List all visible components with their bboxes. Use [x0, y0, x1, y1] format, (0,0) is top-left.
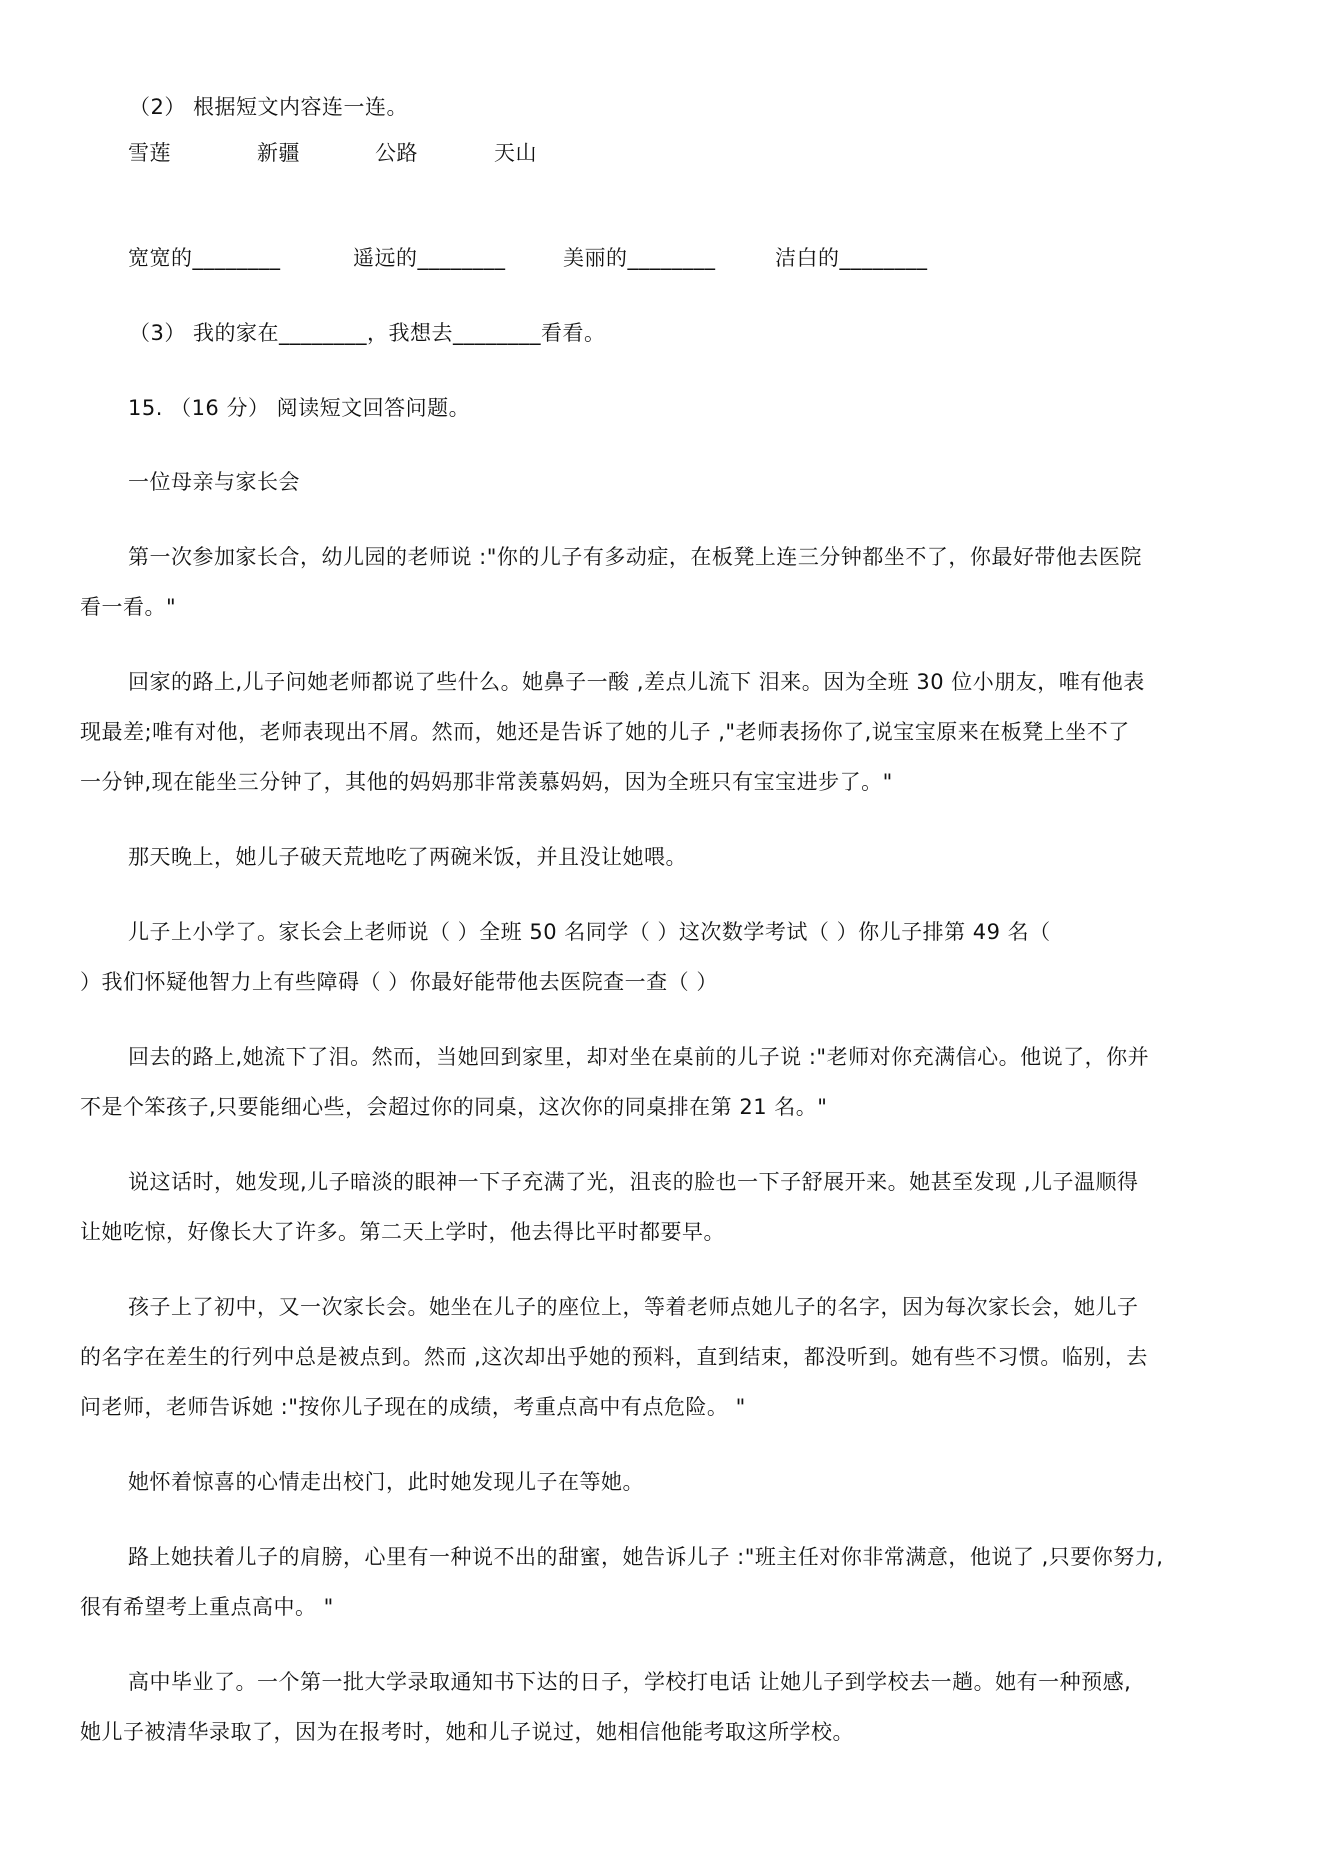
story-line: 现最差;唯有对他，老师表现出不屑。然而，她还是告诉了她的儿子 ,"老师表扬你了,说宝宝原来在板凳上坐不了	[80, 720, 1130, 744]
story-line: 一分钟,现在能坐三分钟了，其他的妈妈那非常羡慕妈妈，因为全班只有宝宝进步了。"	[80, 770, 893, 794]
story-line: 不是个笨孩子,只要能细心些，会超过你的同桌，这次你的同桌排在第 21 名。"	[80, 1095, 828, 1119]
word-item: 雪莲	[128, 141, 171, 165]
story-line: 看一看。"	[80, 595, 177, 619]
story-line: 路上她扶着儿子的肩膀，心里有一种说不出的甜蜜，她告诉儿子 :"班主任对你非常满意，他说了 ,只要你努力,	[128, 1545, 1164, 1569]
story-line: 问老师，老师告诉她 :"按你儿子现在的成绩，考重点高中有点危险。 "	[80, 1395, 746, 1419]
story-line: 的名字在差生的行列中总是被点到。然而 ,这次却出乎她的预料，直到结束，都没听到。她有些不习惯。临别，去	[80, 1345, 1148, 1369]
story-line: 那天晚上，她儿子破天荒地吃了两碗米饭，并且没让她喂。	[128, 845, 687, 869]
story-line: 很有希望考上重点高中。 "	[80, 1595, 334, 1619]
story-line: ）我们怀疑他智力上有些障碍（ ）你最好能带他去医院查一查（ ）	[80, 970, 718, 994]
story-line: 儿子上小学了。家长会上老师说（ ）全班 50 名同学（ ）这次数学考试（ ）你儿子排第 49 名（	[128, 920, 1051, 944]
subquestion-2-title: （2） 根据短文内容连一连。	[129, 95, 409, 119]
story-line: 说这话时，她发现,儿子暗淡的眼神一下子充满了光，沮丧的脸也一下子舒展开来。她甚至发现 ,儿子温顺得	[128, 1170, 1139, 1194]
story-line: 高中毕业了。一个第一批大学录取通知书下达的日子，学校打电话 让她儿子到学校去一趟。她有一种预感,	[128, 1670, 1132, 1694]
story-line: 回去的路上,她流下了泪。然而，当她回到家里，却对坐在桌前的儿子说 :"老师对你充满信心。他说了，你并	[128, 1045, 1150, 1069]
story-line: 孩子上了初中，又一次家长会。她坐在儿子的座位上，等着老师点她儿子的名字，因为每次家长会，她儿子	[128, 1295, 1139, 1319]
story-title: 一位母亲与家长会	[128, 470, 300, 494]
word-item: 公路	[375, 141, 418, 165]
fill-blank: 宽宽的________	[128, 246, 281, 270]
blank-row	[0, 243, 1323, 273]
fill-blank: 美丽的________	[563, 246, 716, 270]
fill-blank: 遥远的________	[353, 246, 506, 270]
fill-blank: 洁白的________	[775, 246, 928, 270]
story-line: 回家的路上,儿子问她老师都说了些什么。她鼻子一酸 ,差点儿流下 泪来。因为全班 30 位小朋友，唯有他表	[128, 670, 1145, 694]
subquestion-3: （3） 我的家在________，我想去________看看。	[129, 321, 606, 345]
question-15-header: 15. （16 分） 阅读短文回答问题。	[128, 396, 471, 420]
story-line: 她儿子被清华录取了，因为在报考时，她和儿子说过，她相信他能考取这所学校。	[80, 1720, 854, 1744]
word-item: 新疆	[257, 141, 300, 165]
word-row	[0, 138, 1323, 168]
word-item: 天山	[494, 141, 537, 165]
story-line: 让她吃惊，好像长大了许多。第二天上学时，他去得比平时都要早。	[80, 1220, 725, 1244]
story-line: 她怀着惊喜的心情走出校门，此时她发现儿子在等她。	[128, 1470, 644, 1494]
story-line: 第一次参加家长合，幼儿园的老师说 :"你的儿子有多动症，在板凳上连三分钟都坐不了，你最好带他去医院	[128, 545, 1142, 569]
